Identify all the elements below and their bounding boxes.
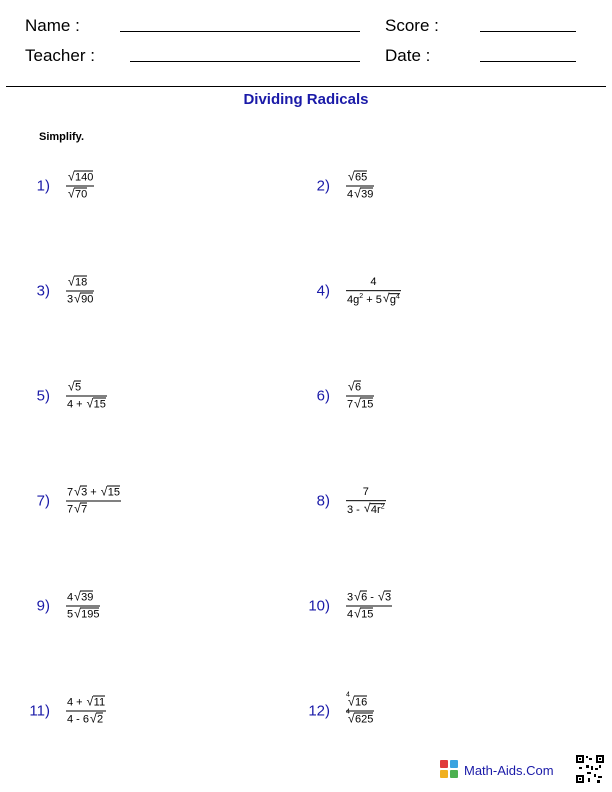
- fraction: [346, 486, 386, 516]
- fraction: [66, 697, 106, 726]
- problem-number: 1): [36, 177, 50, 195]
- radical: √ 70: [68, 189, 87, 201]
- radical: √ 140: [68, 172, 93, 184]
- problem-number: 8): [316, 492, 330, 510]
- teacher-label: Teacher :: [25, 46, 95, 65]
- radical: √ 39: [74, 592, 93, 604]
- name-label: Name :: [25, 16, 80, 35]
- fraction: [66, 382, 107, 411]
- problem-number: 3): [36, 282, 50, 300]
- problem-number: 9): [36, 597, 50, 615]
- math-aids-logo-icon: [440, 760, 458, 778]
- denominator: 3√ 90: [66, 292, 94, 306]
- fraction: [346, 691, 374, 726]
- denominator: [66, 187, 88, 201]
- radical: √ 3: [74, 487, 87, 499]
- radical: √ 5: [68, 382, 81, 394]
- denominator: [346, 708, 374, 726]
- radical: √ 2: [90, 714, 103, 726]
- numerator: 4: [370, 276, 377, 289]
- denominator: 4√ 15: [346, 607, 374, 621]
- problem-number: 11): [29, 702, 50, 720]
- denominator: 7√ 15: [346, 397, 374, 411]
- radical: √ 11: [87, 697, 105, 709]
- radical: √ 65: [348, 172, 367, 184]
- radical: √ 6: [354, 592, 367, 604]
- fraction: [346, 592, 392, 621]
- numerator: 3√ 6 - √ 3: [346, 592, 392, 606]
- date-field[interactable]: [480, 61, 576, 62]
- header-divider: [6, 86, 606, 87]
- radical: √ 15: [354, 609, 373, 621]
- fraction: [346, 276, 401, 306]
- numerator: [346, 172, 368, 186]
- fraction: [346, 172, 374, 201]
- radical: √ $g^4$: [383, 293, 400, 306]
- radical: √ 195: [74, 609, 99, 621]
- numerator: 4 + √ 11: [66, 697, 106, 711]
- radical: √ 15: [354, 399, 373, 411]
- radical: √ 18: [68, 277, 87, 289]
- score-field[interactable]: [480, 31, 576, 32]
- fraction: [346, 382, 374, 411]
- problem-number: 4): [316, 282, 330, 300]
- fraction: [66, 487, 121, 516]
- problem-number: 7): [36, 492, 50, 510]
- denominator: 4 + √ 15: [66, 397, 107, 411]
- instructions: Simplify.: [39, 131, 85, 143]
- qr-code-icon: [575, 754, 605, 784]
- problem-number: 12): [308, 702, 330, 720]
- fraction: [66, 592, 100, 621]
- numerator: [66, 277, 88, 291]
- brand-link[interactable]: Math-Aids.Com: [464, 763, 554, 778]
- radical: √ 15: [87, 399, 106, 411]
- radical: √ 6: [348, 382, 361, 394]
- problem-number: 2): [316, 177, 330, 195]
- teacher-field[interactable]: [130, 61, 360, 62]
- radical: √ 90: [74, 294, 93, 306]
- denominator: 4 - 6√ 2: [66, 712, 104, 726]
- numerator: [66, 172, 94, 186]
- problem-number: 6): [316, 387, 330, 405]
- denominator: 5√ 195: [66, 607, 100, 621]
- worksheet-title: Dividing Radicals: [243, 91, 369, 108]
- name-field[interactable]: [120, 31, 360, 32]
- radical: √ 3: [378, 592, 391, 604]
- numerator: [66, 382, 82, 396]
- radical: √ 15: [101, 487, 120, 499]
- radical: √ 39: [354, 189, 373, 201]
- numerator: 4√ 39: [66, 592, 94, 606]
- numerator: 7√ 3 + √ 15: [66, 487, 121, 501]
- date-label: Date :: [385, 46, 431, 65]
- denominator: 4√ 39: [346, 187, 374, 201]
- score-label: Score :: [385, 16, 439, 35]
- denominator: 3 - √ $4r^2$: [346, 501, 386, 516]
- radical: √ 7: [74, 504, 87, 516]
- problem-number: 5): [36, 387, 50, 405]
- denominator: $4g^2 + 5√$ $g^4$: [346, 291, 401, 306]
- fraction: [66, 172, 94, 201]
- radical: √ $4r^2$: [364, 503, 385, 516]
- fraction: [66, 277, 94, 306]
- problem-number: 10): [308, 597, 330, 615]
- numerator: 7: [362, 486, 369, 499]
- radical: √ 4 16: [348, 697, 367, 709]
- radical: √ 4 625: [348, 714, 373, 726]
- numerator: [346, 382, 362, 396]
- denominator: 7√ 7: [66, 502, 88, 516]
